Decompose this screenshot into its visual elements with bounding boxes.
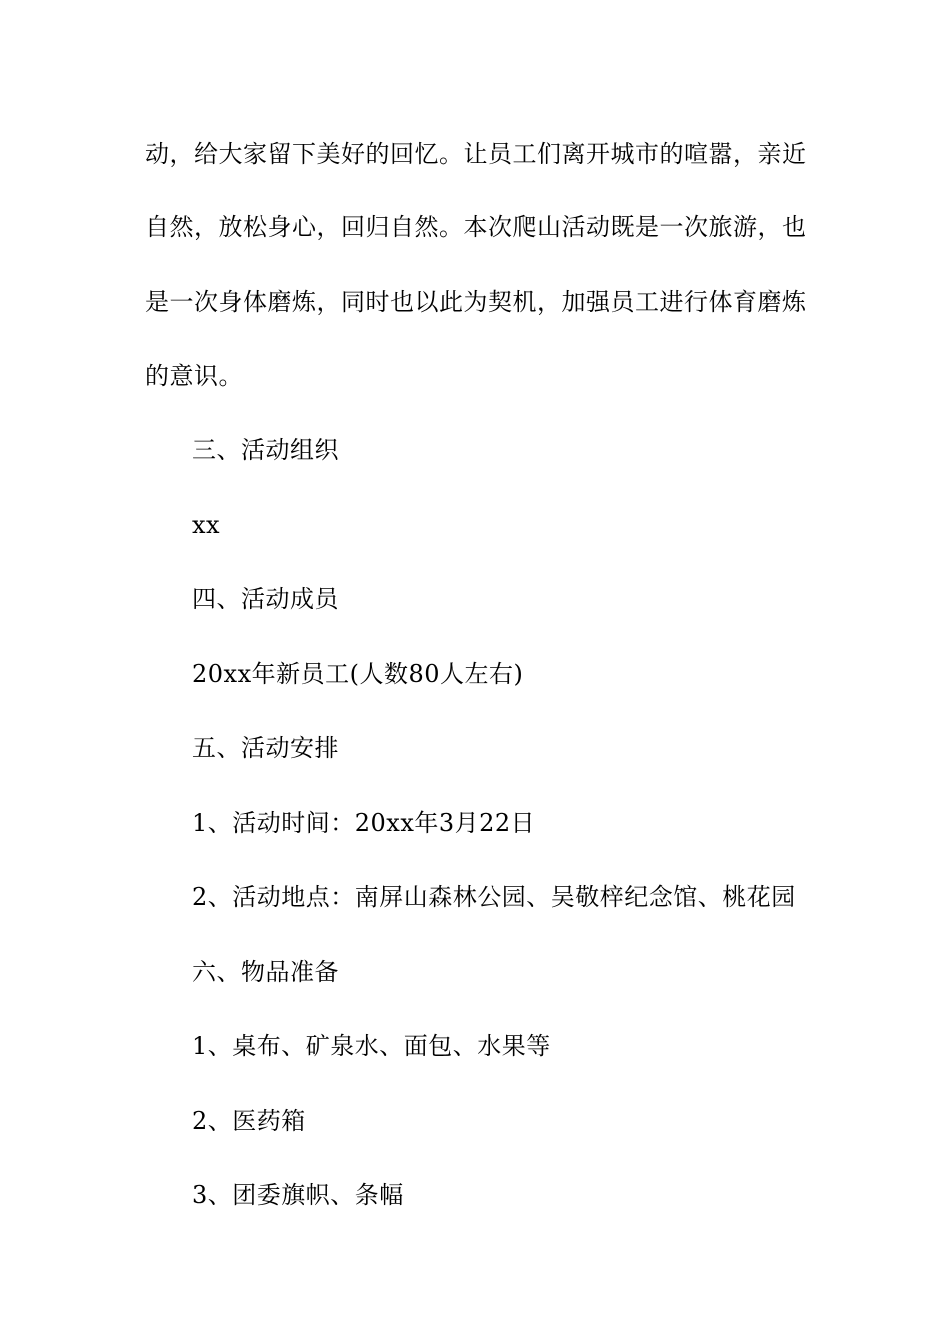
section-body-members: 20xx年新员工(人数80人左右)	[192, 660, 524, 688]
paragraph-line-2: 自然，放松身心，回归自然。本次爬山活动既是一次旅游，也	[145, 213, 807, 241]
section-heading-members: 四、活动成员	[192, 585, 339, 613]
section-body-organization: xx	[192, 511, 221, 539]
paragraph-line-4: 的意识。	[145, 362, 243, 390]
list-item-medical-kit: 2、医药箱	[192, 1107, 306, 1135]
list-item-food-supplies: 1、桌布、矿泉水、面包、水果等	[192, 1032, 551, 1060]
section-heading-supplies: 六、物品准备	[192, 958, 339, 986]
section-heading-schedule: 五、活动安排	[192, 734, 339, 762]
list-item-flags-banners: 3、团委旗帜、条幅	[192, 1181, 404, 1209]
list-item-activity-time: 1、活动时间：20xx年3月22日	[192, 809, 536, 837]
list-item-activity-location: 2、活动地点：南屏山森林公园、吴敬梓纪念馆、桃花园	[192, 883, 796, 911]
paragraph-line-3: 是一次身体磨炼，同时也以此为契机，加强员工进行体育磨炼	[145, 288, 807, 316]
paragraph-line-1: 动，给大家留下美好的回忆。让员工们离开城市的喧嚣，亲近	[145, 140, 807, 168]
section-heading-organization: 三、活动组织	[192, 436, 339, 464]
